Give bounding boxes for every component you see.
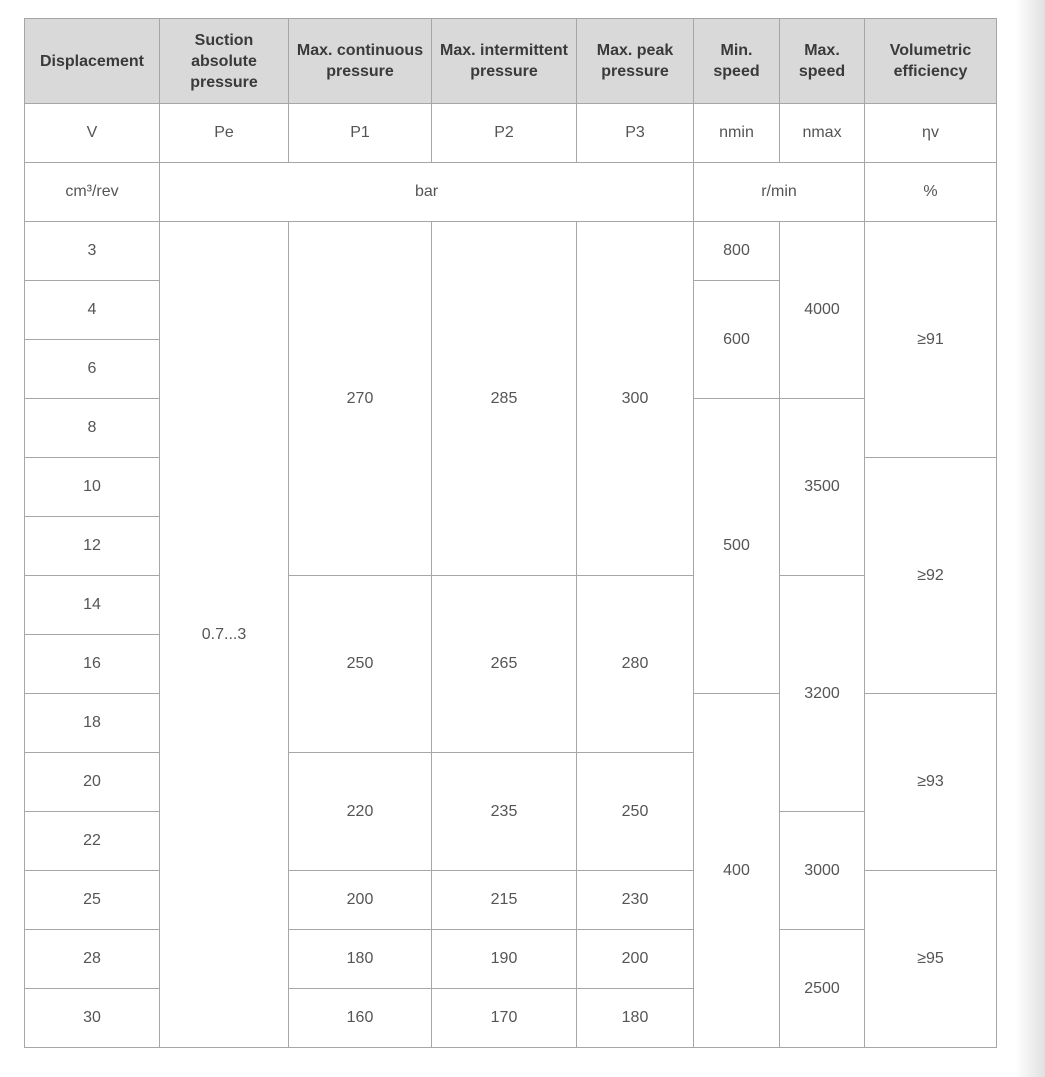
displacement-cell: 10 (25, 458, 160, 517)
header-displacement: Displacement (25, 19, 160, 104)
header-suction-pressure: Suction absolute pressure (160, 19, 289, 104)
header-min-speed: Min. speed (694, 19, 780, 104)
continuous-pressure-cell: 220 (289, 753, 432, 871)
page-edge-shadow (1015, 0, 1045, 1077)
efficiency-cell: ≥91 (865, 222, 997, 458)
displacement-cell: 16 (25, 635, 160, 694)
spec-table (24, 18, 997, 1048)
unit-displacement: cm³/rev (25, 163, 160, 222)
header-continuous-pressure: Max. continuous pressure (289, 19, 432, 104)
symbol-cell: Pe (160, 104, 289, 163)
intermittent-pressure-cell: 235 (432, 753, 577, 871)
displacement-cell: 6 (25, 340, 160, 399)
symbol-cell: nmin (694, 104, 780, 163)
continuous-pressure-cell: 200 (289, 871, 432, 930)
efficiency-cell: ≥92 (865, 458, 997, 694)
header-peak-pressure: Max. peak pressure (577, 19, 694, 104)
symbol-cell: P2 (432, 104, 577, 163)
continuous-pressure-cell: 160 (289, 989, 432, 1048)
unit-row (25, 163, 997, 222)
suction-pressure-cell: 0.7...3 (160, 222, 289, 1048)
table-row (25, 222, 997, 281)
max-speed-cell: 3200 (780, 576, 865, 812)
continuous-pressure-cell: 250 (289, 576, 432, 753)
intermittent-pressure-cell: 170 (432, 989, 577, 1048)
peak-pressure-cell: 250 (577, 753, 694, 871)
symbol-cell: nmax (780, 104, 865, 163)
header-intermittent-pressure: Max. intermittent pressure (432, 19, 577, 104)
displacement-cell: 20 (25, 753, 160, 812)
header-max-speed: Max. speed (780, 19, 865, 104)
peak-pressure-cell: 230 (577, 871, 694, 930)
symbol-cell: P3 (577, 104, 694, 163)
displacement-cell: 3 (25, 222, 160, 281)
displacement-cell: 14 (25, 576, 160, 635)
unit-speed: r/min (694, 163, 865, 222)
displacement-cell: 22 (25, 812, 160, 871)
min-speed-cell: 400 (694, 694, 780, 1048)
intermittent-pressure-cell: 190 (432, 930, 577, 989)
continuous-pressure-cell: 180 (289, 930, 432, 989)
efficiency-cell: ≥93 (865, 694, 997, 871)
header-row (25, 19, 997, 104)
symbol-row (25, 104, 997, 163)
efficiency-cell: ≥95 (865, 871, 997, 1048)
displacement-cell: 18 (25, 694, 160, 753)
min-speed-cell: 800 (694, 222, 780, 281)
displacement-cell: 25 (25, 871, 160, 930)
max-speed-cell: 4000 (780, 222, 865, 399)
displacement-cell: 8 (25, 399, 160, 458)
displacement-cell: 12 (25, 517, 160, 576)
min-speed-cell: 600 (694, 281, 780, 399)
peak-pressure-cell: 280 (577, 576, 694, 753)
min-speed-cell: 500 (694, 399, 780, 694)
max-speed-cell: 2500 (780, 930, 865, 1048)
displacement-cell: 30 (25, 989, 160, 1048)
symbol-cell: P1 (289, 104, 432, 163)
intermittent-pressure-cell: 265 (432, 576, 577, 753)
continuous-pressure-cell: 270 (289, 222, 432, 576)
unit-efficiency: % (865, 163, 997, 222)
intermittent-pressure-cell: 285 (432, 222, 577, 576)
symbol-cell: ηv (865, 104, 997, 163)
peak-pressure-cell: 180 (577, 989, 694, 1048)
displacement-cell: 4 (25, 281, 160, 340)
max-speed-cell: 3500 (780, 399, 865, 576)
header-volumetric-efficiency: Volumetric efficiency (865, 19, 997, 104)
peak-pressure-cell: 200 (577, 930, 694, 989)
displacement-cell: 28 (25, 930, 160, 989)
intermittent-pressure-cell: 215 (432, 871, 577, 930)
max-speed-cell: 3000 (780, 812, 865, 930)
symbol-cell: V (25, 104, 160, 163)
unit-pressure: bar (160, 163, 694, 222)
peak-pressure-cell: 300 (577, 222, 694, 576)
